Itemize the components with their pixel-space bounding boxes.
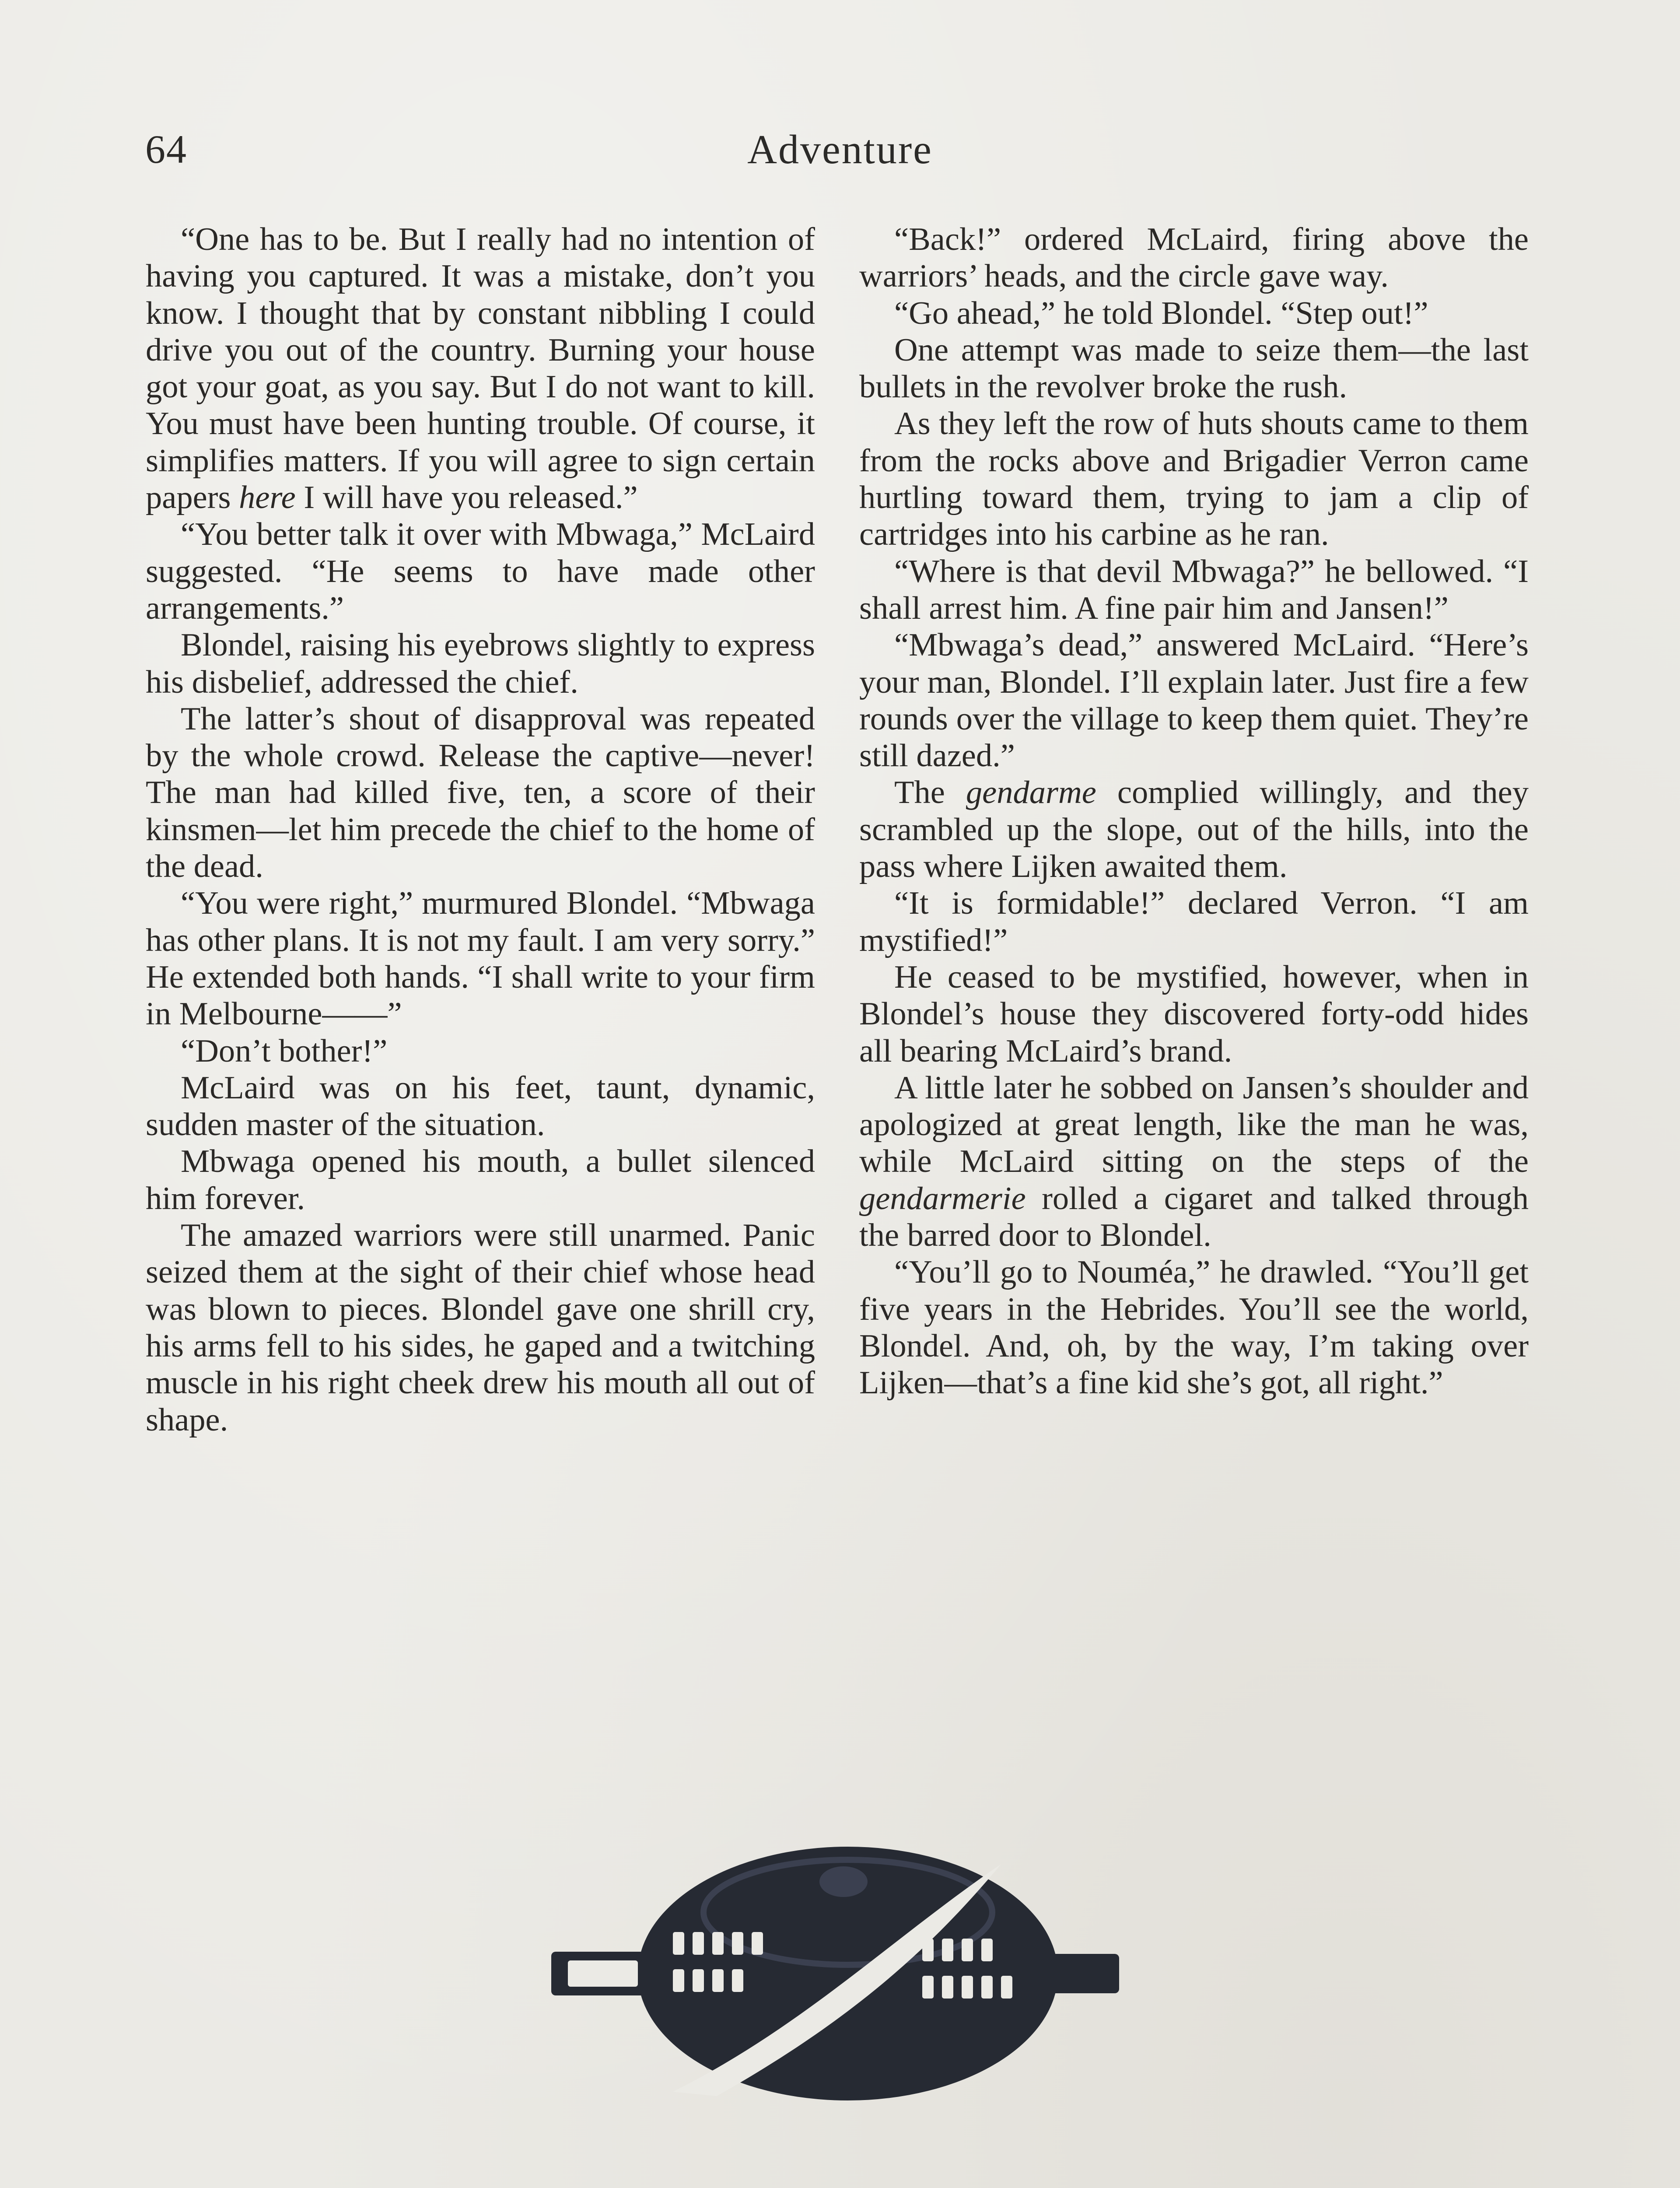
text-run: The latter’s shout of disapproval was repeated by the whole crowd. Release the captive—never! The man had killed five, ten, a score of their kinsmen—let him precede the chief to the home of the dead.: [146, 701, 815, 885]
text-run: McLaird was on his feet, taunt, dynamic, sudden master of the situation.: [146, 1069, 815, 1143]
paragraph: [146, 701, 815, 885]
paragraph: [146, 885, 815, 1032]
paragraph: [859, 1254, 1529, 1401]
paragraph: [146, 221, 815, 516]
text-run: rolled a cigaret and talked through the barred door to Blondel.: [859, 1180, 1529, 1254]
text-run: Mbwaga opened his mouth, a bullet silenced him forever.: [146, 1143, 815, 1217]
paragraph: [859, 774, 1529, 885]
paragraph: [146, 1069, 815, 1143]
paragraph: [859, 885, 1529, 959]
paragraph: [859, 221, 1529, 295]
text-run: The: [894, 775, 966, 811]
paragraph: [146, 627, 815, 701]
running-head: Adventure: [747, 127, 933, 172]
text-run: As they left the row of huts shouts came to them from the rocks above and Brigadier Verron came hurtling toward them, trying to jam a clip of cartridges into his carbine as he ran.: [859, 406, 1529, 553]
text-run: “Where is that devil Mbwaga?” he bellowed. “I shall arrest him. A fine pair him and Jansen!”: [859, 553, 1529, 626]
text-run: “Back!” ordered McLaird, firing above the warriors’ heads, and the circle gave way.: [859, 221, 1529, 295]
text-run: “It is formidable!” declared Verron. “I am mystified!”: [859, 885, 1529, 958]
text-run: He ceased to be mystified, however, when in Blondel’s house they discovered forty-odd hides all bearing McLaird’s brand.: [859, 959, 1529, 1069]
text-run: “Mbwaga’s dead,” answered McLaird. “Here’s your man, Blondel. I’ll explain later. Just fire a few rounds over the village to keep them quiet. They’re still dazed.”: [859, 627, 1529, 774]
paragraph: [859, 405, 1529, 553]
paragraph: [146, 1217, 815, 1438]
right-column: [859, 221, 1529, 1402]
text-run: “You better talk it over with Mbwaga,” McLaird suggested. “He seems to have made other arrangements.”: [146, 516, 815, 626]
text-run: complied willingly, and they scrambled up the slope, out of the hills, into the pass where Lijken awaited them.: [859, 775, 1529, 885]
text-run: A little later he sobbed on Jansen’s shoulder and apologized at great length, like the man he was, while McLaird sitting on the steps of the: [859, 1069, 1529, 1180]
italic-text: gendarme: [966, 775, 1096, 811]
paragraph: [859, 959, 1529, 1069]
paragraph: [859, 1069, 1529, 1254]
paragraph: [859, 295, 1529, 332]
paragraph: [146, 516, 815, 627]
paragraph: [859, 553, 1529, 627]
text-run: Blondel, raising his eyebrows slightly to express his disbelief, addressed the chief.: [146, 627, 815, 700]
italic-text: gendarmerie: [859, 1180, 1026, 1217]
text-run: The amazed warriors were still unarmed. Panic seized them at the sight of their chief whose head was blown to pieces. Blondel gave one shrill cry, his arms fell to his sides, he gaped and a twitching muscle in his right cheek drew his mouth all out of shape.: [146, 1217, 815, 1438]
left-column: [146, 221, 815, 1438]
italic-text: here: [239, 480, 296, 516]
text-run: “Go ahead,” he told Blondel. “Step out!”: [894, 295, 1428, 331]
text-run: “One has to be. But I really had no intention of having you captured. It was a mistake, don’t you know. I thought that by constant nibbling I could drive you out of the country. Burning your house got your goat, as you say. But I do not want to kill. You must have been hunting trouble. Of course, it simplifies matters. If you will agree to sign certain papers: [146, 221, 815, 516]
page-number: 64: [145, 127, 187, 172]
paragraph: [146, 1033, 815, 1069]
paragraph: [146, 1143, 815, 1217]
tailpiece-ornament-icon: [542, 1829, 1145, 2114]
text-run: One attempt was made to seize them—the last bullets in the revolver broke the rush.: [859, 332, 1529, 405]
paragraph: [859, 627, 1529, 774]
text-run: “Don’t bother!”: [181, 1033, 388, 1069]
text-run: “You were right,” murmured Blondel. “Mbwaga has other plans. It is not my fault. I am very sorry.” He extended both hands. “I shall write to your firm in Melbourne——”: [146, 885, 815, 1032]
paragraph: [859, 332, 1529, 406]
text-run: “You’ll go to Nouméa,” he drawled. “You’ll get five years in the Hebrides. You’ll see the world, Blondel. And, oh, by the way, I’m taking over Lijken—that’s a fine kid she’s got, all right.”: [859, 1254, 1529, 1401]
text-run: I will have you released.”: [295, 480, 638, 516]
